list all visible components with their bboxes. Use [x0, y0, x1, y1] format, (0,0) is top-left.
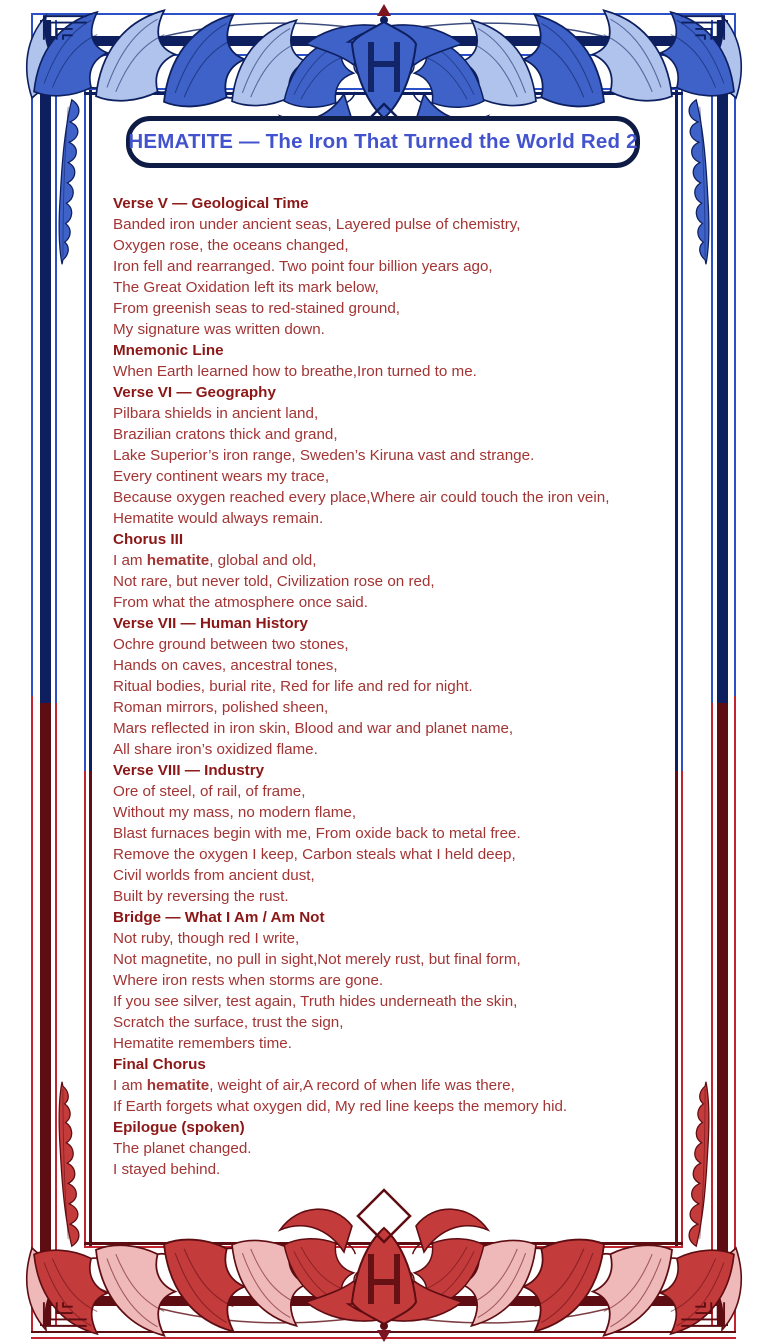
greek-key-top-left-icon [42, 14, 88, 40]
frame-line-thick [40, 20, 51, 1326]
lyric-line: Not rare, but never told, Civilization rose on red, [113, 573, 435, 590]
lyric-line: Iron fell and rearranged. Two point four billion years ago, [113, 258, 493, 275]
lyric-line: Ore of steel, of rail, of frame, [113, 783, 306, 800]
bottom-left-pendant-ornament [52, 1080, 88, 1248]
section-heading: Bridge — What I Am / Am Not [113, 909, 325, 926]
right-pendant-ornament [680, 98, 716, 266]
poem [113, 193, 673, 1180]
greek-key-top-right-icon [680, 14, 726, 40]
lyric-line: Brazilian cratons thick and grand, [113, 426, 338, 443]
lyric-line: Remove the oxygen I keep, Carbon steals what I held deep, [113, 846, 516, 863]
lyric-line: Not ruby, though red I write, [113, 930, 300, 947]
section-heading: Epilogue (spoken) [113, 1119, 245, 1136]
lyric-line: From what the atmosphere once said. [113, 594, 368, 611]
lyric-line: Without my mass, no modern flame, [113, 804, 357, 821]
lyric-line: Built by reversing the rust. [113, 888, 289, 905]
title-box [126, 116, 640, 168]
section-heading: Mnemonic Line [113, 342, 224, 359]
frame-line-inner [89, 88, 92, 1248]
section-heading: Chorus III [113, 531, 184, 548]
lyric-line: When Earth learned how to breathe,Iron turned to me. [113, 363, 477, 380]
lyric-line: Civil worlds from ancient dust, [113, 867, 315, 884]
page-title: HEMATITE — The Iron That Turned the World Red 2 [128, 130, 638, 153]
frame-line-inner [675, 88, 678, 1248]
lyric-line: Hematite remembers time. [113, 1035, 292, 1052]
lyric-line: If Earth forgets what oxygen did, My red line keeps the memory hid. [113, 1098, 568, 1115]
lyric-line: All share iron’s oxidized flame. [113, 741, 318, 758]
lyric-line: From greenish seas to red-stained ground, [113, 300, 401, 317]
lyric-line: Hematite would always remain. [113, 510, 324, 527]
section-heading: Verse V — Geological Time [113, 195, 309, 212]
frame-line [734, 13, 736, 1333]
greek-key-bottom-left-icon [42, 1302, 88, 1328]
lyric-line: Because oxygen reached every place,Where air could touch the iron vein, [113, 489, 610, 506]
lyric-line: Ochre ground between two stones, [113, 636, 349, 653]
lyric-line: My signature was written down. [113, 321, 325, 338]
frame-line [31, 13, 33, 1333]
lyric-line: Lake Superior’s iron range, Sweden’s Kiruna vast and strange. [113, 447, 535, 464]
bottom-right-pendant-ornament [680, 1080, 716, 1248]
lyric-line: Ritual bodies, burial rite, Red for life and red for night. [113, 678, 473, 695]
lyric-line: Oxygen rose, the oceans changed, [113, 237, 349, 254]
bottom-acanthus-ornament [0, 1166, 768, 1344]
lyric-line: The Great Oxidation left its mark below, [113, 279, 379, 296]
greek-key-bottom-right-icon [680, 1302, 726, 1328]
frame-line-thick [717, 20, 728, 1326]
lyric-line: I stayed behind. [113, 1161, 221, 1178]
lyric-line: If you see silver, test again, Truth hides underneath the skin, [113, 993, 518, 1010]
lyric-line: I am hematite, weight of air,A record of when life was there, [113, 1077, 515, 1094]
left-pendant-ornament [52, 98, 88, 266]
lyric-line: Banded iron under ancient seas, Layered pulse of chemistry, [113, 216, 521, 233]
lyric-line: I am hematite, global and old, [113, 552, 317, 569]
section-heading: Final Chorus [113, 1056, 206, 1073]
lyric-line: Roman mirrors, polished sheen, [113, 699, 329, 716]
lyric-line: Blast furnaces begin with me, From oxide back to metal free. [113, 825, 521, 842]
section-heading: Verse VIII — Industry [113, 762, 265, 779]
lyric-line: The planet changed. [113, 1140, 252, 1157]
lyric-line: Pilbara shields in ancient land, [113, 405, 319, 422]
section-heading: Verse VII — Human History [113, 615, 308, 632]
lyric-line: Not magnetite, no pull in sight,Not merely rust, but final form, [113, 951, 521, 968]
lyric-line: Where iron rests when storms are gone. [113, 972, 384, 989]
lyric-line: Scratch the surface, trust the sign, [113, 1014, 344, 1031]
lyric-line: Hands on caves, ancestral tones, [113, 657, 338, 674]
lyric-line: Mars reflected in iron skin, Blood and war and planet name, [113, 720, 514, 737]
lyric-line: Every continent wears my trace, [113, 468, 330, 485]
section-heading: Verse VI — Geography [113, 384, 276, 401]
